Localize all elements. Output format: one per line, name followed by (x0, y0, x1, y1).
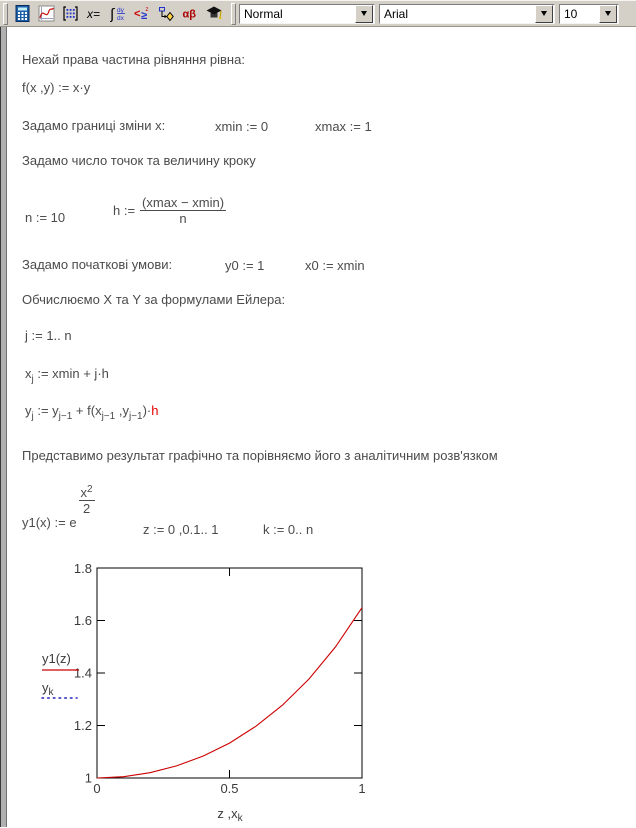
calculator-toolbar-button[interactable] (11, 3, 34, 25)
style-combo[interactable] (239, 4, 375, 24)
font-size-combo-value: 10 (564, 6, 578, 21)
alpha-beta-glyph: αβ (182, 8, 196, 21)
math-region-y0[interactable]: y0 := 1 (225, 258, 265, 273)
yj-step-h-red: h (151, 403, 159, 418)
math-region-x0[interactable]: x0 := xmin (305, 258, 365, 273)
yj-arg-x: x (95, 403, 102, 418)
less-than-glyph: < (134, 8, 141, 20)
calculator-icon (14, 5, 31, 22)
y-tick-label: 1.4 (73, 665, 92, 681)
y1-exp-x: x (80, 485, 88, 500)
math-region-xj[interactable] (25, 366, 109, 385)
legend-trace2-subscript: k (48, 687, 54, 698)
legend-trace1-label (42, 651, 71, 666)
evaluation-glyph: x= (87, 7, 101, 21)
x-axis-label (217, 806, 243, 824)
evaluation-toolbar-button[interactable] (83, 3, 106, 25)
calculus-toolbar-button[interactable] (107, 3, 130, 25)
yj-prev-subscript: j−1 (58, 411, 73, 422)
calculus-icon (110, 5, 127, 22)
text-region-euler-intro[interactable]: Обчислюємо X та Y за формулами Ейлера: (22, 292, 286, 307)
style-combo-value: Normal (244, 6, 283, 21)
chevron-down-icon (361, 11, 367, 16)
text-region-points-step[interactable]: Задамо число точок та величину кроку (22, 153, 256, 168)
worksheet-left-border (0, 27, 7, 827)
h-fraction (140, 195, 226, 226)
y1-exp-numerator (79, 485, 95, 500)
h-numerator: (xmax − xmin) (142, 195, 225, 210)
text-region-x-bounds[interactable]: Задамо границі зміни x: (22, 118, 166, 133)
math-region-j-range[interactable]: j := 1.. n (25, 328, 72, 343)
graph-toolbar-button[interactable] (35, 3, 58, 25)
programming-icon (158, 5, 175, 22)
toolbar-grip-2[interactable] (231, 3, 236, 25)
x-tick-label: 0 (93, 781, 101, 796)
xj-base: x (25, 366, 32, 381)
greek-icon (182, 5, 199, 22)
matrix-icon (62, 5, 79, 22)
x-axis-label-subscript: k (237, 813, 243, 824)
boolean-icon (134, 5, 151, 22)
xy-plot-region[interactable] (40, 558, 380, 828)
greater-equal-glyph: ≥ (141, 10, 148, 22)
h-lhs: h := (113, 203, 136, 218)
yj-arg-y: y (122, 403, 129, 418)
dy-glyph: dy (117, 7, 124, 14)
integral-glyph: ∫ (110, 6, 115, 22)
greek-toolbar-button[interactable] (179, 3, 202, 25)
y-tick-label: 1.2 (73, 718, 92, 733)
xj-rest: := xmin + j·h (33, 366, 109, 381)
math-region-y1[interactable] (22, 485, 95, 530)
worksheet[interactable] (0, 27, 636, 827)
math-region-xmin[interactable]: xmin := 0 (215, 119, 269, 134)
text-region-initial-conditions[interactable]: Задамо початкові умови: (22, 257, 173, 272)
yj-assign: := y (33, 403, 59, 418)
yj-arg-x-subscript: j−1 (101, 411, 116, 422)
math-region-z-range[interactable]: z := 0 ,0.1.. 1 (143, 522, 219, 537)
style-combo-dropdown-button[interactable] (355, 5, 373, 23)
text-region-rhs-intro[interactable]: Нехай права частина рівняння рівна: (22, 52, 245, 67)
font-combo[interactable] (379, 4, 555, 24)
math-region-n[interactable]: n := 10 (25, 210, 66, 225)
chevron-down-icon (541, 11, 547, 16)
y-tick-label: 1.8 (73, 561, 92, 576)
font-size-combo-dropdown-button[interactable] (599, 5, 617, 23)
x-axis-label-base: z ,x (217, 806, 238, 821)
math-region-k-range[interactable]: k := 0.. n (263, 522, 314, 537)
evaluation-icon (86, 5, 103, 22)
chevron-down-icon (605, 11, 611, 16)
font-size-combo[interactable] (559, 4, 619, 24)
yj-arg-y-subscript: j−1 (128, 411, 143, 422)
yj-lhs-base: y (25, 403, 32, 418)
y1-lhs: y1(x) := e (22, 515, 77, 530)
text-region-plot-intro[interactable]: Представимо результат графічно та порівняємо його з аналітичним розв'язком (22, 448, 498, 463)
math-toolbar (0, 0, 636, 27)
comma: , (115, 403, 123, 418)
plot-frame (97, 568, 362, 778)
matrix-toolbar-button[interactable] (59, 3, 82, 25)
math-region-xmax[interactable]: xmax := 1 (315, 119, 372, 134)
legend-trace2-label (42, 680, 55, 698)
x-tick-label: 1 (358, 781, 366, 796)
y-tick-label: 1.6 (73, 613, 92, 628)
math-region-yj[interactable] (25, 403, 159, 422)
font-combo-value: Arial (384, 6, 409, 21)
legend-trace2-text: y (42, 680, 49, 695)
symbolic-keyword-icon (206, 5, 223, 22)
multiply-dot: · (146, 403, 152, 418)
h-denominator: n (179, 211, 187, 226)
graph-icon (38, 5, 55, 22)
dx-glyph: dx (117, 15, 124, 22)
close-paren: ) (142, 403, 147, 418)
programming-toolbar-button[interactable] (155, 3, 178, 25)
legend-trace1-text: y1(z) (42, 651, 71, 666)
yj-plus-f: + f (72, 403, 91, 418)
x-tick-label: 0.5 (220, 781, 239, 796)
math-region-f-definition[interactable]: f(x ,y) := x·y (22, 80, 91, 95)
y1-exponent-fraction (79, 485, 95, 516)
y1-curve (97, 608, 362, 778)
z-glyph: z (145, 7, 149, 13)
math-region-h[interactable] (113, 195, 226, 226)
yj-lhs-subscript: j (31, 411, 34, 422)
xj-subscript: j (31, 374, 34, 385)
open-paren: ( (90, 403, 96, 418)
font-combo-dropdown-button[interactable] (535, 5, 553, 23)
y1-exp-denominator: 2 (82, 501, 91, 516)
boolean-toolbar-button[interactable] (131, 3, 154, 25)
symbolic-toolbar-button[interactable] (203, 3, 226, 25)
toolbar-grip[interactable] (3, 3, 8, 25)
y1-exp-square: 2 (87, 484, 93, 495)
y-tick-label: 1 (84, 770, 92, 786)
